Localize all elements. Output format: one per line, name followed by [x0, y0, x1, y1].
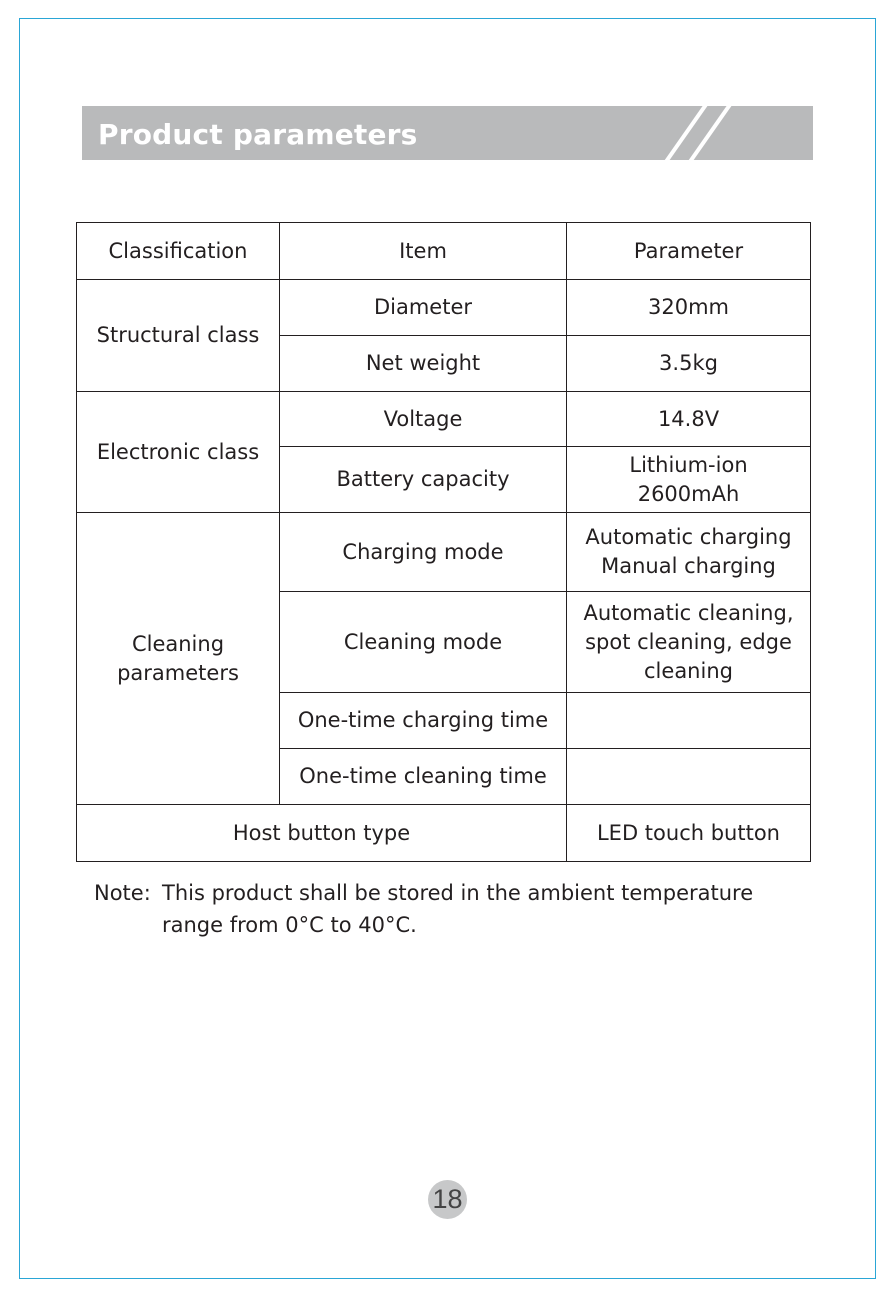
decorative-slash: [659, 106, 708, 160]
product-parameters-table: [76, 222, 811, 862]
table-row: [77, 513, 811, 592]
header-classification: Classification: [77, 223, 280, 280]
parameter-charging-mode: Automatic charging Manual charging: [567, 513, 811, 592]
item-one-time-charging-time: One-time charging time: [280, 693, 567, 749]
page-number-badge: 18: [428, 1180, 467, 1219]
table-row: [77, 392, 811, 447]
item-battery-capacity: Battery capacity: [280, 447, 567, 513]
classification-electronic: Electronic class: [77, 392, 280, 513]
parameter-cleaning-mode: Automatic cleaning, spot cleaning, edge cleaning: [567, 592, 811, 693]
section-header-bar: [82, 106, 813, 160]
parameter-diameter: 320mm: [567, 280, 811, 336]
table-row: [77, 805, 811, 862]
item-diameter: Diameter: [280, 280, 567, 336]
parameter-battery-capacity: Lithium-ion 2600mAh: [567, 447, 811, 513]
parameter-net-weight: 3.5kg: [567, 336, 811, 392]
decorative-slash: [683, 106, 732, 160]
table-header-row: [77, 223, 811, 280]
parameter-voltage: 14.8V: [567, 392, 811, 447]
note-label: Note:: [94, 881, 151, 905]
item-net-weight: Net weight: [280, 336, 567, 392]
classification-structural: Structural class: [77, 280, 280, 392]
parameter-one-time-charging-time: [567, 693, 811, 749]
host-button-type-label: Host button type: [77, 805, 567, 862]
item-charging-mode: Charging mode: [280, 513, 567, 592]
parameter-one-time-cleaning-time: [567, 749, 811, 805]
item-one-time-cleaning-time: One-time cleaning time: [280, 749, 567, 805]
header-item: Item: [280, 223, 567, 280]
item-cleaning-mode: Cleaning mode: [280, 592, 567, 693]
note-text: This product shall be stored in the ambient temperature range from 0°C to 40°C.: [162, 881, 754, 937]
section-title: Product parameters: [98, 118, 418, 151]
classification-cleaning: Cleaning parameters: [77, 513, 280, 805]
header-parameter: Parameter: [567, 223, 811, 280]
storage-note: [94, 877, 814, 941]
table-row: [77, 280, 811, 336]
host-button-type-parameter: LED touch button: [567, 805, 811, 862]
item-voltage: Voltage: [280, 392, 567, 447]
